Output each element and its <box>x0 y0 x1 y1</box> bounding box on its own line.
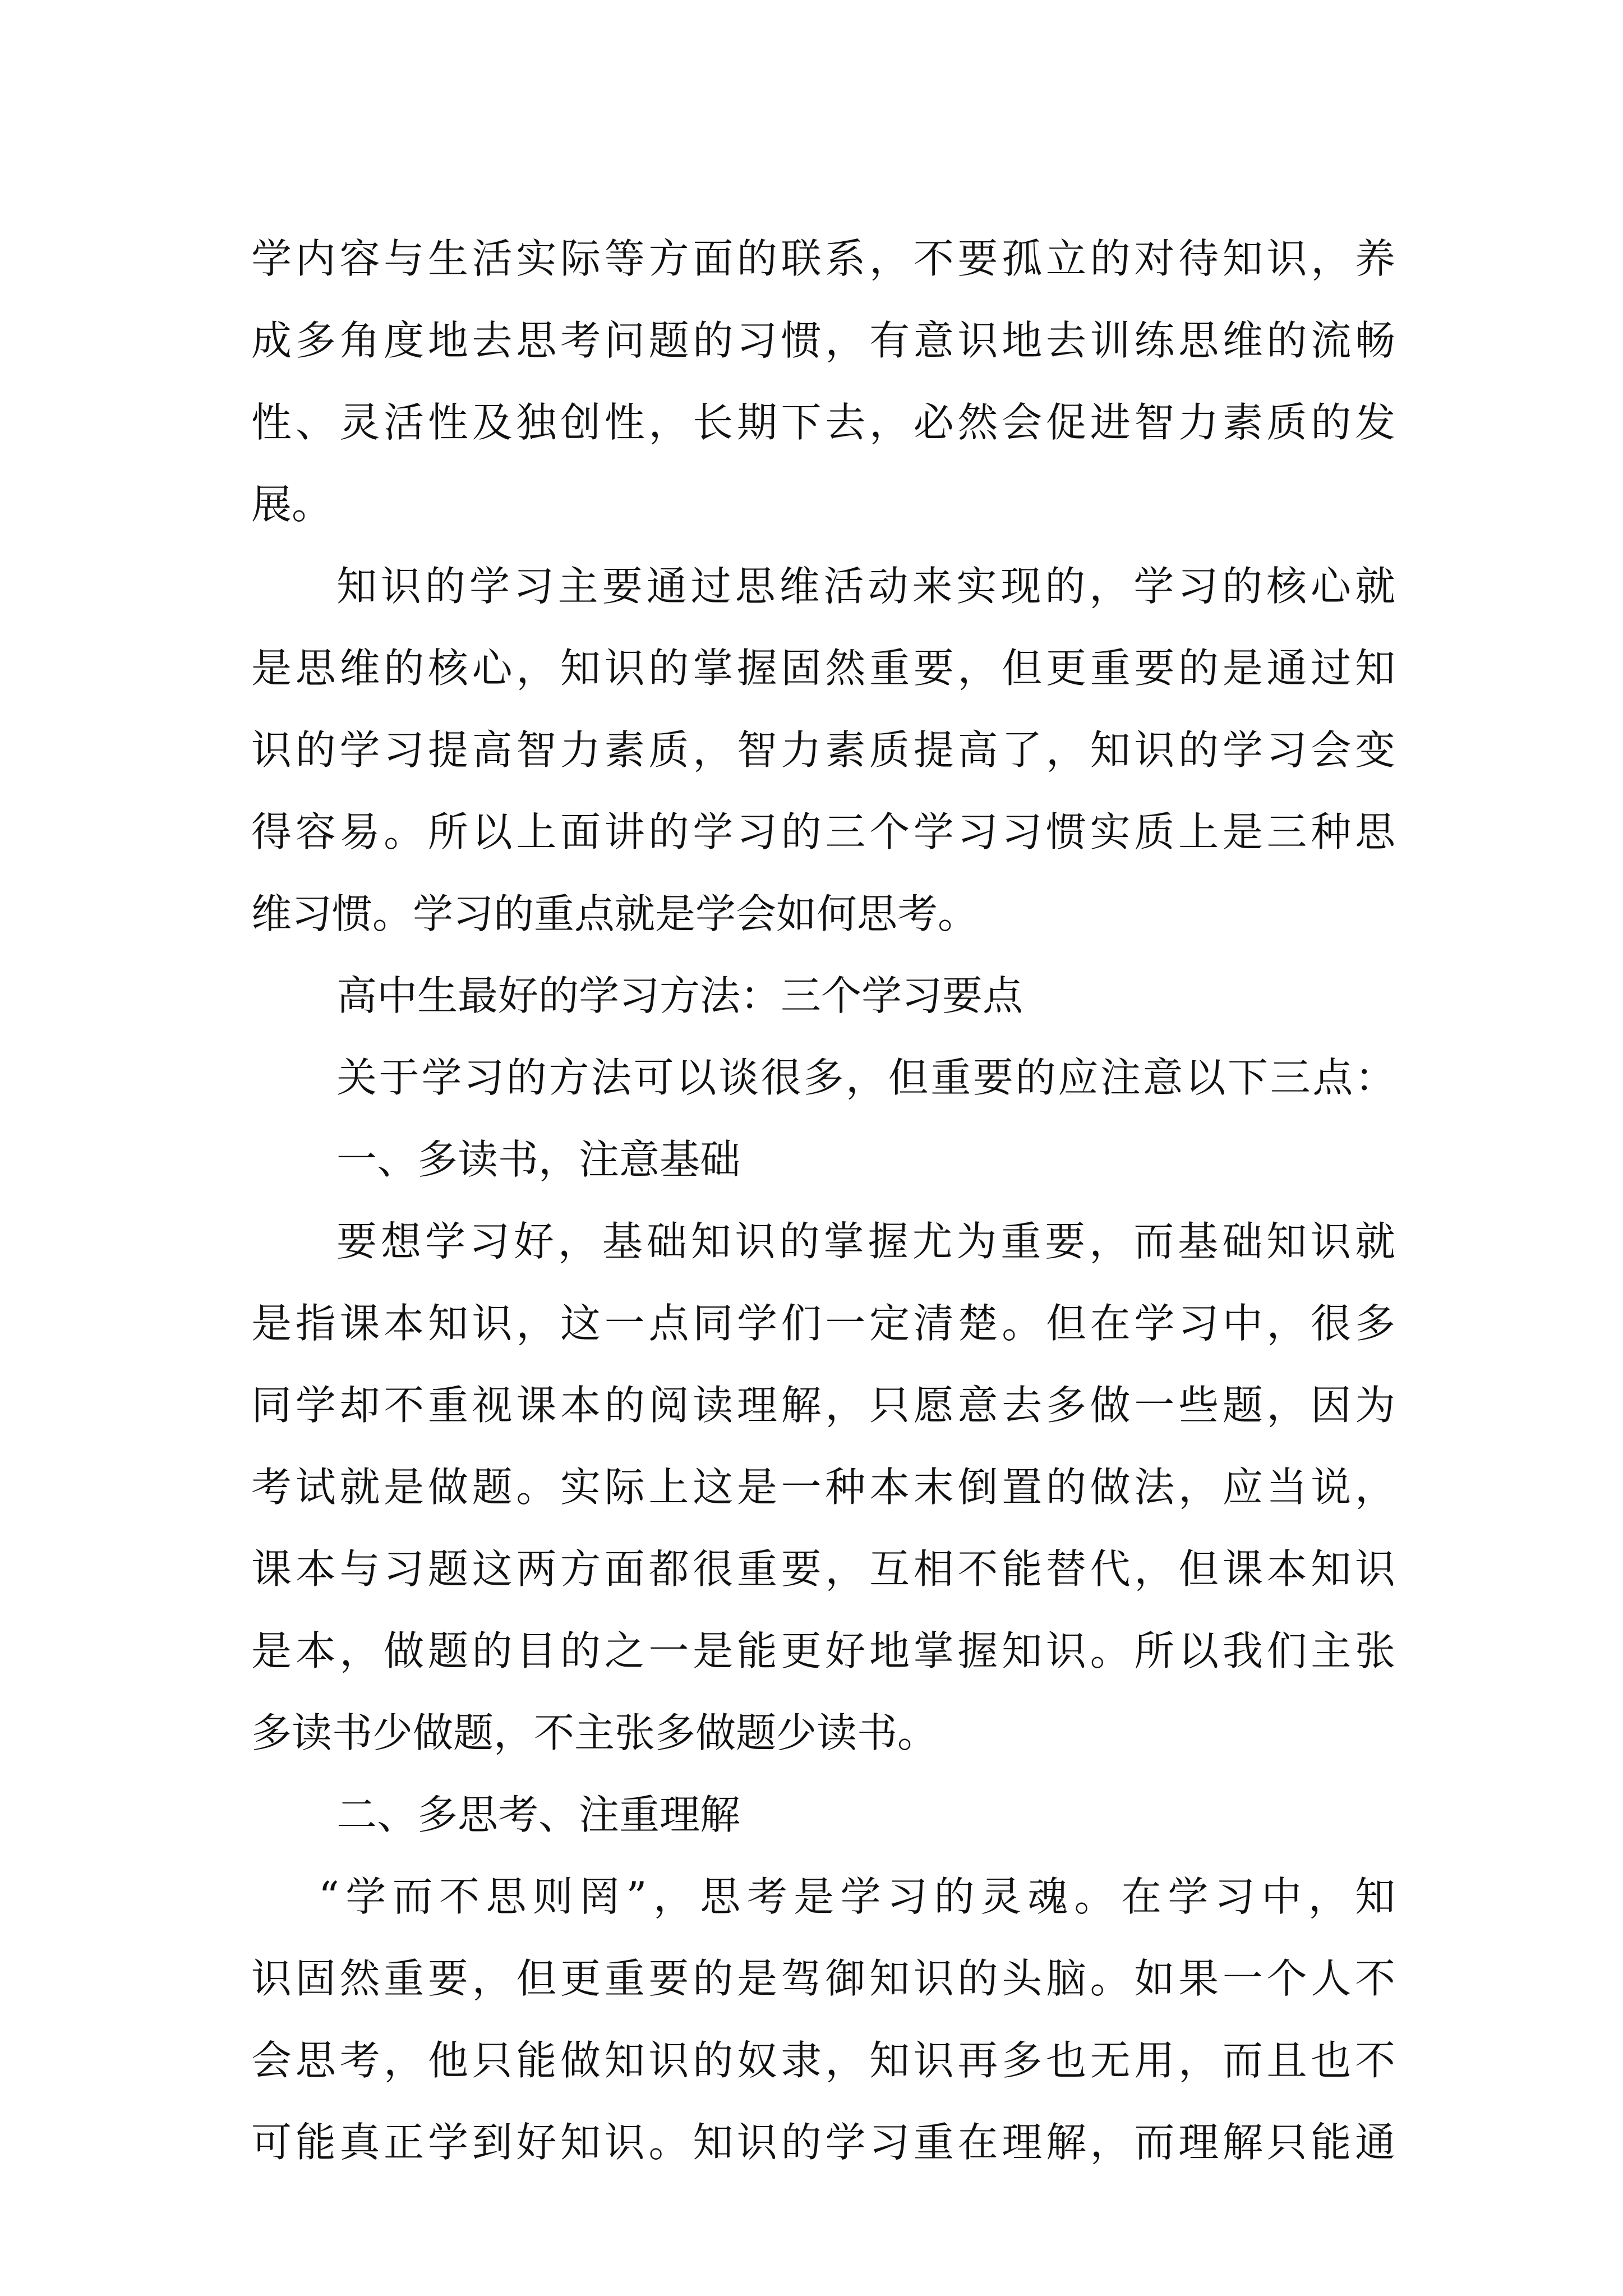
text-line: 性、灵活性及独创性，长期下去，必然会促进智力素质的发 <box>251 399 1395 446</box>
text-line: 学内容与生活实际等方面的联系，不要孤立的对待知识，养 <box>251 235 1395 282</box>
section-heading: 一、多读书，注意基础 <box>336 1136 741 1183</box>
text-line: 成多角度地去思考问题的习惯，有意识地去训练思维的流畅 <box>251 317 1395 364</box>
text-line: 识固然重要，但更重要的是驾御知识的头脑。如果一个人不 <box>251 1955 1395 2002</box>
text-line: 是指课本知识，这一点同学们一定清楚。但在学习中，很多 <box>251 1300 1395 1347</box>
text-line: 得容易。所以上面讲的学习的三个学习习惯实质上是三种思 <box>251 808 1395 855</box>
text-line: 是本，做题的目的之一是能更好地掌握知识。所以我们主张 <box>251 1627 1395 1674</box>
paragraph-start-line: “学而不思则罔”，思考是学习的灵魂。在学习中，知 <box>319 1873 1395 1920</box>
text-line: 考试就是做题。实际上这是一种本末倒置的做法，应当说， <box>251 1464 1395 1511</box>
text-line: 是思维的核心，知识的掌握固然重要，但更重要的是通过知 <box>251 645 1395 692</box>
paragraph-start-line: 知识的学习主要通过思维活动来实现的，学习的核心就 <box>336 563 1395 610</box>
text-line: 可能真正学到好知识。知识的学习重在理解，而理解只能通 <box>251 2119 1395 2166</box>
text-line: 识的学习提高智力素质，智力素质提高了，知识的学习会变 <box>251 726 1395 774</box>
text-line: 多读书少做题，不主张多做题少读书。 <box>251 1709 938 1756</box>
text-line: 同学却不重视课本的阅读理解，只愿意去多做一些题，因为 <box>251 1382 1395 1429</box>
paragraph-start-line: 关于学习的方法可以谈很多，但重要的应注意以下三点： <box>336 1054 1395 1101</box>
paragraph-start-line: 要想学习好，基础知识的掌握尤为重要，而基础知识就 <box>336 1218 1395 1265</box>
document-page <box>251 218 1395 2183</box>
section-heading: 二、多思考、注重理解 <box>336 1791 741 1838</box>
section-heading: 高中生最好的学习方法：三个学习要点 <box>336 972 1023 1019</box>
text-line: 维习惯。学习的重点就是学会如何思考。 <box>251 890 979 937</box>
text-line: 展。 <box>251 481 333 528</box>
text-line: 课本与习题这两方面都很重要，互相不能替代，但课本知识 <box>251 1545 1395 1593</box>
text-line: 会思考，他只能做知识的奴隶，知识再多也无用，而且也不 <box>251 2037 1395 2084</box>
